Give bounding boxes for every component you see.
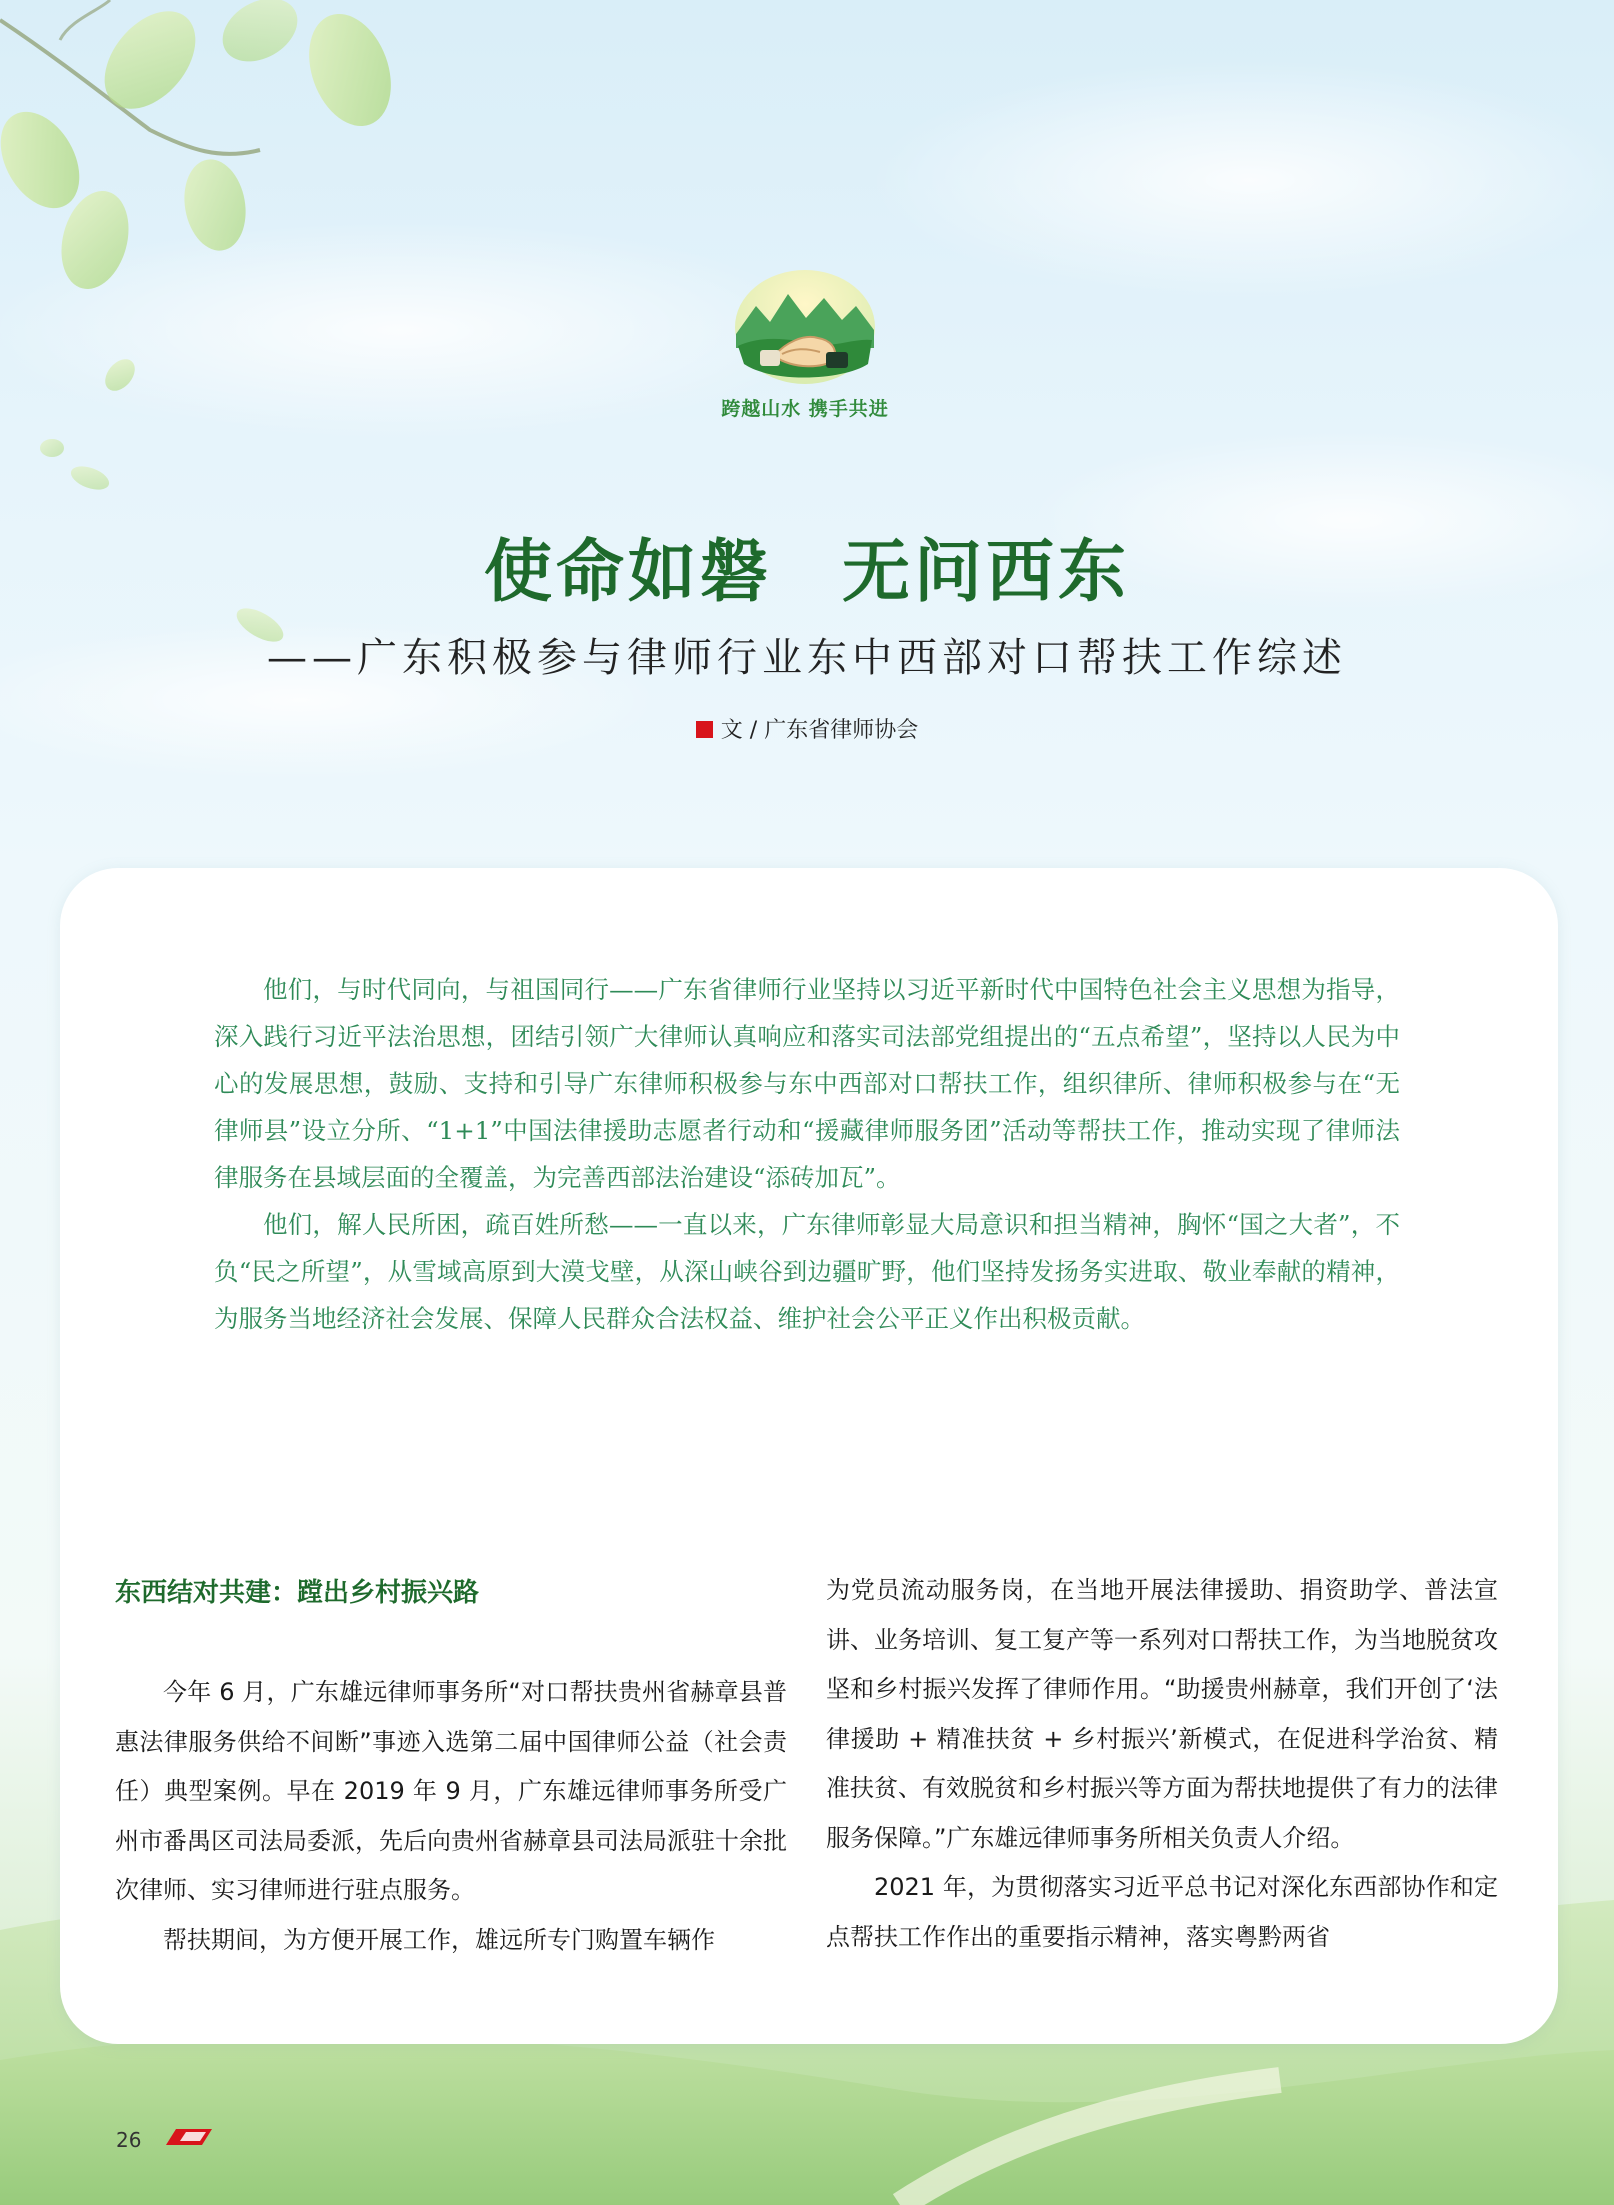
body-column-left <box>115 1568 787 1965</box>
section-heading: 东西结对共建：蹚出乡村振兴路 <box>115 1578 480 1608</box>
title-part-2: 无问西东 <box>842 533 1131 612</box>
page-marker-icon <box>166 2129 212 2145</box>
body-paragraph: 今年 6 月，广东雄远律师事务所“对口帮扶贵州省赫章县普惠法律服务供给不间断”事迹入选第二届中国律师公益（社会责任）典型案例。早在 2019 年 9 月，广东雄远律师事务所受广州市番禺区司法局委派，先后向贵州省赫章县司法局派驻十余批次律师、实习律师进行驻点服务。 <box>115 1678 787 1904</box>
article-subtitle: ——广东积极参与律师行业东中西部对口帮扶工作综述 <box>267 635 1347 681</box>
byline-text: 文 / 广东省律师协会 <box>720 718 919 743</box>
body-paragraph: 2021 年，为贯彻落实习近平总书记对深化东西部协作和定点帮扶工作作出的重要指示精神，落实粤黔两省 <box>826 1873 1498 1951</box>
page-number: 26 <box>116 2128 142 2152</box>
lead-paragraph: 他们，与时代同向，与祖国同行——广东省律师行业坚持以习近平新时代中国特色社会主义思想为指导，深入践行习近平法治思想，团结引领广大律师认真响应和落实司法部党组提出的“五点希望”，坚持以人民为中心的发展思想，鼓励、支持和引导广东律师积极参与东中西部对口帮扶工作，组织律所、律师积极参与在“无律师县”设立分所、“1+1”中国法律援助志愿者行动和“援藏律师服务团”活动等帮扶工作，推动实现了律师法律服务在县域层面的全覆盖，为完善西部法治建设“添砖加瓦”。 <box>214 975 1400 1192</box>
body-paragraph: 帮扶期间，为方便开展工作，雄远所专门购置车辆作 <box>163 1925 715 1954</box>
handshake-mountains-emblem <box>734 268 876 386</box>
article-title <box>0 518 1614 615</box>
body-column-right <box>826 1566 1498 1962</box>
emblem-caption: 跨越山水 携手共进 <box>721 398 889 420</box>
body-paragraph: 为党员流动服务岗，在当地开展法律援助、捐资助学、普法宣讲、业务培训、复工复产等一系列对口帮扶工作，为当地脱贫攻坚和乡村振兴发挥了律师作用。“助援贵州赫章，我们开创了‘法律援助 + 精准扶贫 + 乡村振兴’新模式，在促进科学治贫、精准扶贫、有效脱贫和乡村振兴等方面为帮扶地提供了有力的法律服务保障。”广东雄远律师事务所相关负责人介绍。 <box>826 1576 1498 1852</box>
lead-summary <box>214 966 1400 1342</box>
red-square-icon <box>696 721 713 738</box>
lead-paragraph: 他们，解人民所困，疏百姓所愁——一直以来，广东律师彰显大局意识和担当精神，胸怀“国之大者”，不负“民之所望”，从雪域高原到大漠戈壁，从深山峡谷到边疆旷野，他们坚持发扬务实进取、敬业奉献的精神，为服务当地经济社会发展、保障人民群众合法权益、维护社会公平正义作出积极贡献。 <box>214 1210 1400 1333</box>
byline <box>0 713 1614 744</box>
title-part-1: 使命如磐 <box>483 533 772 612</box>
